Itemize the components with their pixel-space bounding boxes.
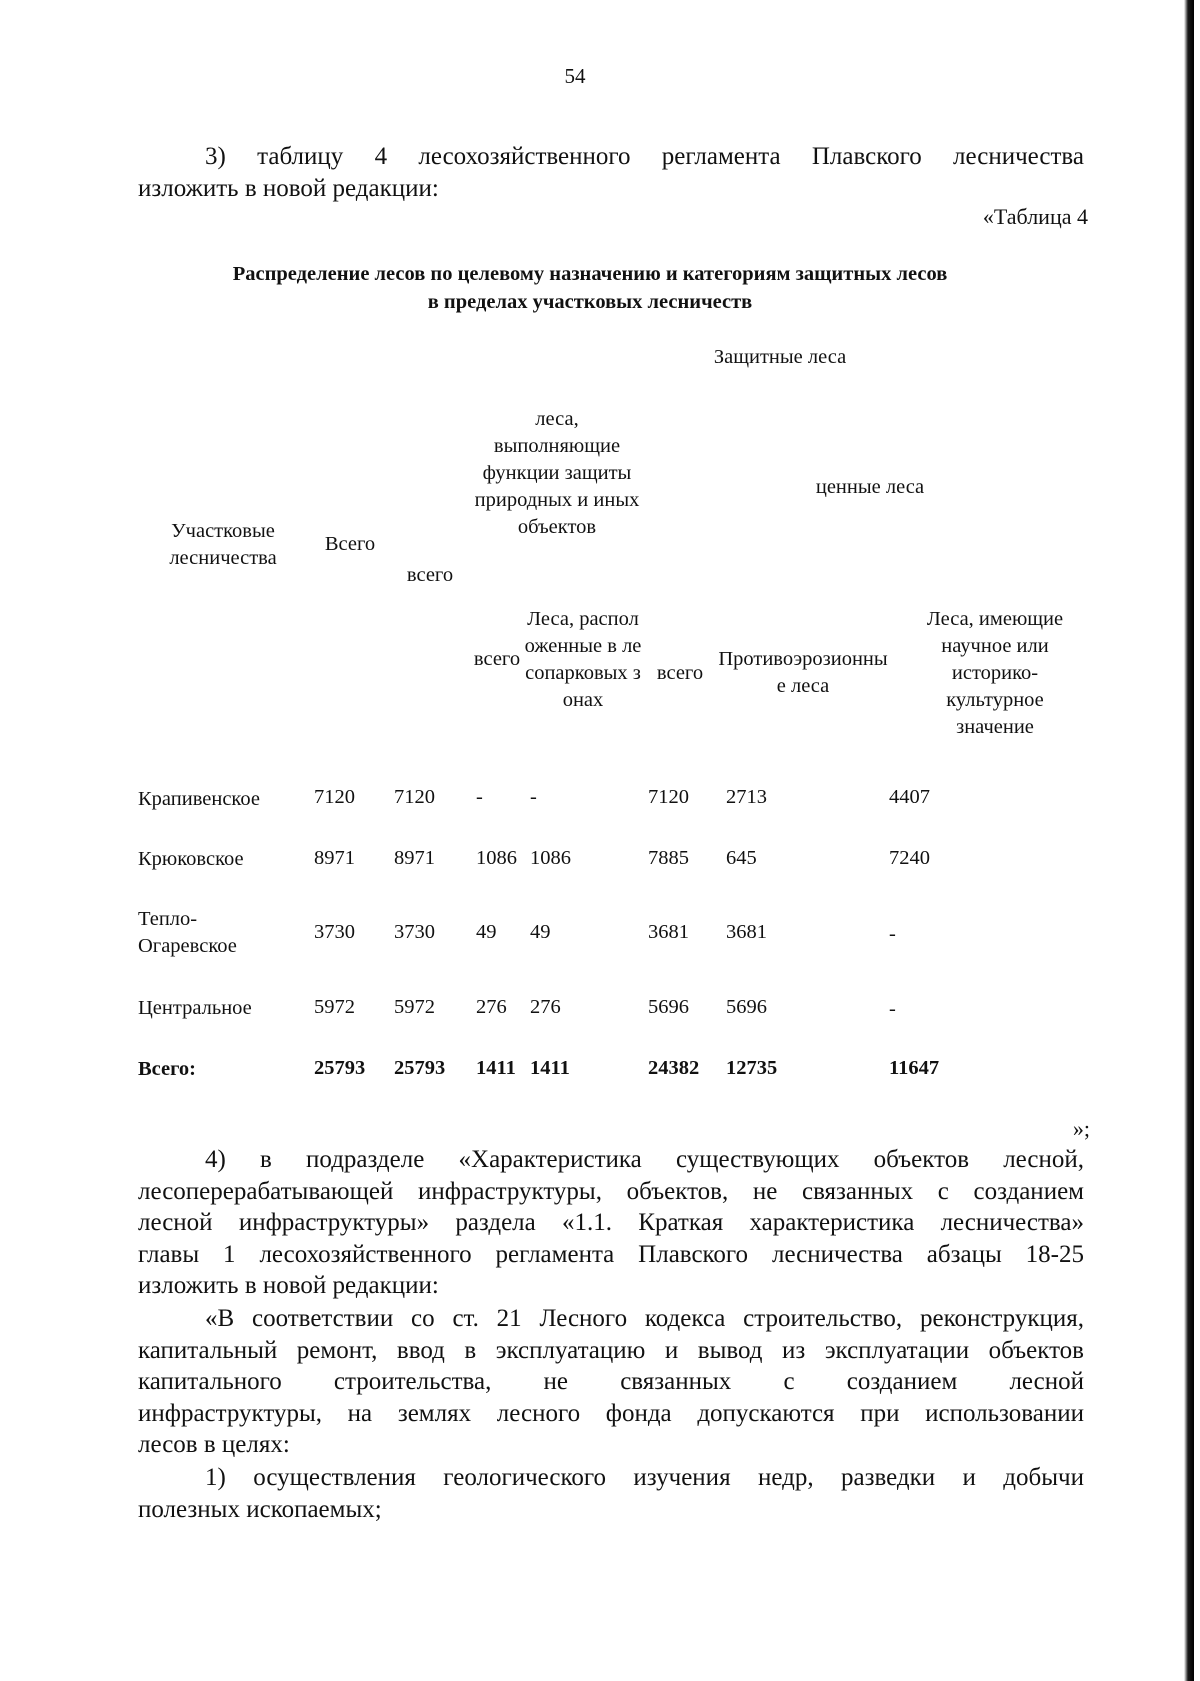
- cell-anti-erosion: 5696: [726, 996, 767, 1018]
- cell-pf-park: 49: [530, 921, 551, 943]
- paragraph-line: капитальный ремонт, ввод в эксплуатацию и вывод из эксплуатации объектов: [138, 1336, 1084, 1364]
- cell-pf-all: 1411: [476, 1057, 516, 1079]
- cell-all: 3730: [394, 921, 435, 943]
- cell-district: Тепло-Огаревское: [138, 908, 237, 957]
- cell-total: 5972: [314, 996, 355, 1018]
- cell-scientific: -: [889, 998, 896, 1020]
- cell-anti-erosion: 12735: [726, 1057, 778, 1079]
- cell-valuable-all: 24382: [648, 1057, 700, 1079]
- cell-scientific: 11647: [889, 1057, 940, 1079]
- cell-district: Центральное: [138, 997, 252, 1019]
- header-protection-functions: леса, выполняющие функции защиты природных и иных объектов: [474, 408, 640, 538]
- cell-pf-all: 1086: [476, 847, 517, 869]
- paragraph-line: лесоперерабатывающей инфраструктуры, объектов, не связанных с созданием: [138, 1177, 1084, 1205]
- header-total: Всего: [324, 533, 376, 555]
- paragraph-line: изложить в новой редакции:: [138, 1272, 439, 1299]
- cell-anti-erosion: 2713: [726, 786, 767, 808]
- paragraph-line: изложить в новой редакции:: [138, 174, 439, 202]
- paragraph-line: главы 1 лесохозяйственного регламента Плавского лесничества абзацы 18-25: [138, 1240, 1084, 1268]
- header-scientific-cultural: Леса, имеющие научное или историко-культурное значение: [926, 608, 1064, 738]
- cell-district: Крюковское: [138, 848, 244, 870]
- cell-valuable-all: 5696: [648, 996, 689, 1018]
- cell-all: 5972: [394, 996, 435, 1018]
- paragraph-line: лесов в целях:: [138, 1431, 290, 1458]
- paragraph-line: «В соответствии со ст. 21 Лесного кодекса строительство, реконструкция,: [205, 1305, 1084, 1332]
- cell-anti-erosion: 3681: [726, 921, 767, 943]
- cell-all: 8971: [394, 847, 435, 869]
- cell-all: 7120: [394, 786, 435, 808]
- cell-pf-all: 276: [476, 996, 507, 1018]
- cell-valuable-all: 3681: [648, 921, 689, 943]
- table-reference: «Таблица 4: [982, 204, 1088, 229]
- paragraph-line: полезных ископаемых;: [138, 1495, 382, 1523]
- table-title-line: Распределение лесов по целевому назначению и категориям защитных лесов: [232, 263, 948, 285]
- cell-pf-park: -: [530, 786, 537, 808]
- cell-all: 25793: [394, 1057, 446, 1079]
- cell-pf-all: -: [476, 786, 483, 808]
- cell-total: 7120: [314, 786, 355, 808]
- table-title: [0, 260, 1180, 316]
- header-all: всего: [406, 564, 454, 586]
- cell-valuable-all: 7120: [648, 786, 689, 808]
- cell-district: Всего:: [138, 1058, 196, 1080]
- paragraph-item-3: [138, 141, 1084, 204]
- paragraph-line: капитального строительства, не связанных с созданием лесной: [138, 1368, 1084, 1395]
- page-number: 54: [564, 64, 586, 88]
- paragraph-line: инфраструктуры, на землях лесного фонда допускаются при использовании: [138, 1399, 1084, 1427]
- header-forest-parks: Леса, расположенные в лесопарковых зонах: [524, 608, 642, 711]
- page-edge-shadow: [1184, 0, 1194, 1681]
- cell-anti-erosion: 645: [726, 847, 757, 869]
- header-protective-forests: Защитные леса: [713, 346, 847, 368]
- cell-valuable-all: 7885: [648, 847, 689, 869]
- paragraph-item-4: [138, 1144, 1084, 1302]
- paragraph-item-1: [138, 1462, 1084, 1525]
- header-sub-all: всего: [473, 648, 521, 670]
- paragraph-line: 4) в подразделе «Характеристика существующих объектов лесной,: [205, 1146, 1084, 1173]
- cell-district: Крапивенское: [138, 788, 260, 810]
- paragraph-line: 3) таблицу 4 лесохозяйственного регламента Плавского лесничества: [205, 143, 1084, 170]
- header-anti-erosion: Противоэрозионные леса: [718, 648, 888, 697]
- table-title-line: в пределах участковых лесничеств: [427, 291, 753, 313]
- paragraph-line: лесной инфраструктуры» раздела «1.1. Краткая характеристика лесничества»: [138, 1209, 1084, 1236]
- header-valuable-all: всего: [656, 662, 704, 684]
- cell-pf-park: 276: [530, 996, 561, 1018]
- header-district: Участковые лесничества: [169, 520, 277, 569]
- closing-quote-mark: »;: [1072, 1116, 1090, 1141]
- paragraph-quote: [138, 1303, 1084, 1461]
- cell-scientific: 4407: [889, 786, 930, 808]
- cell-total: 25793: [314, 1057, 366, 1079]
- paragraph-line: 1) осуществления геологического изучения недр, разведки и добычи: [205, 1464, 1084, 1491]
- cell-pf-all: 49: [476, 921, 497, 943]
- cell-pf-park: 1411: [530, 1057, 570, 1079]
- cell-total: 8971: [314, 847, 355, 869]
- cell-pf-park: 1086: [530, 847, 571, 869]
- cell-total: 3730: [314, 921, 355, 943]
- header-valuable-forests: ценные леса: [815, 476, 925, 498]
- cell-scientific: -: [889, 923, 896, 945]
- cell-scientific: 7240: [889, 847, 930, 869]
